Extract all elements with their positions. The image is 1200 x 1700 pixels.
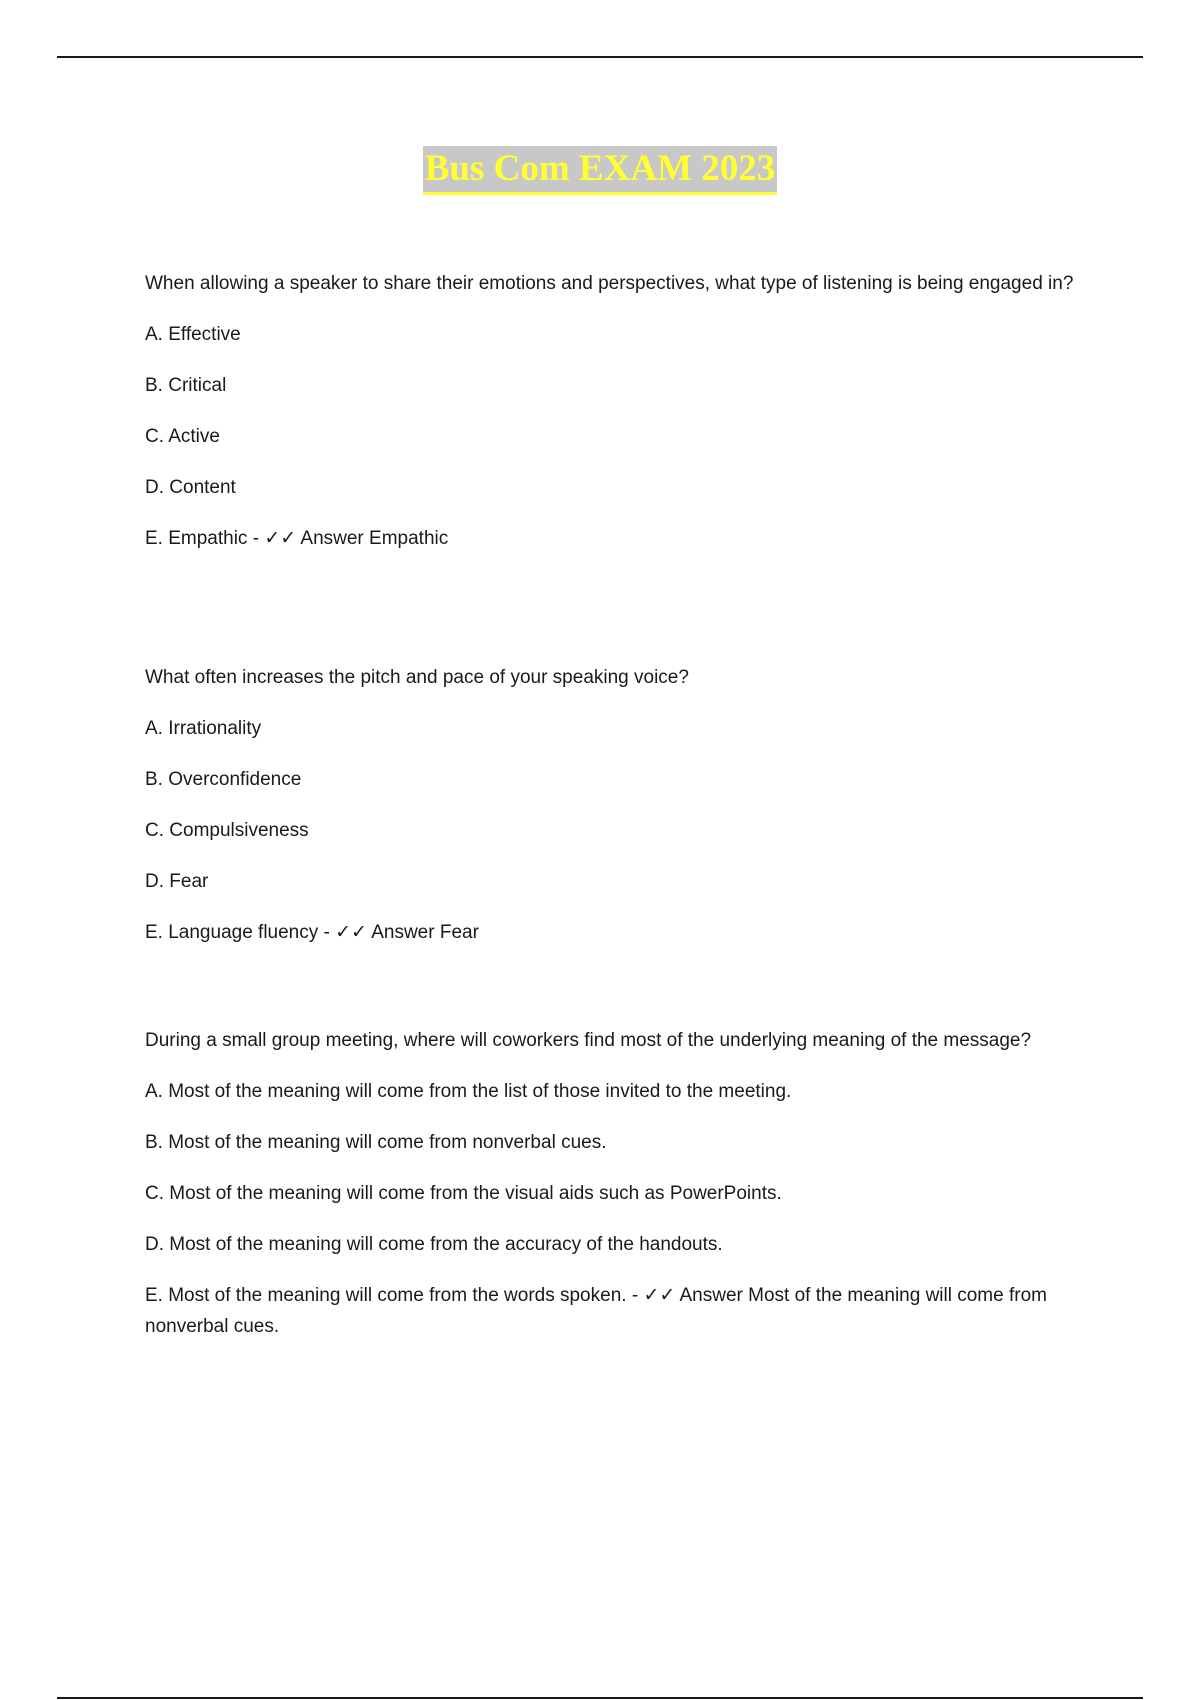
option-a: A. Irrationality: [145, 718, 262, 739]
option-c: C. Compulsiveness: [145, 820, 309, 841]
title-container: [0, 146, 1200, 195]
document-title: Bus Com EXAM 2023: [423, 146, 778, 195]
option-a: A. Effective: [145, 324, 241, 345]
check-mark-icon: ✓✓: [264, 527, 297, 549]
answer-text: Answer Fear: [366, 922, 479, 943]
question-text: What often increases the pitch and pace of your speaking voice?: [145, 667, 689, 688]
question-block: [145, 268, 1095, 574]
check-mark-icon: ✓✓: [643, 1284, 676, 1306]
option-c: C. Active: [145, 426, 220, 447]
option-d: D. Most of the meaning will come from the accuracy of the handouts.: [145, 1234, 723, 1255]
top-rule: [57, 56, 1143, 58]
option-a: A. Most of the meaning will come from the list of those invited to the meeting.: [145, 1081, 792, 1102]
bottom-rule: [57, 1697, 1143, 1699]
question-block: [145, 1025, 1095, 1362]
answer-text: Answer Empathic: [296, 528, 449, 549]
option-b: B. Critical: [145, 375, 227, 396]
option-b: B. Overconfidence: [145, 769, 302, 790]
option-b: B. Most of the meaning will come from nonverbal cues.: [145, 1132, 607, 1153]
option-d: D. Fear: [145, 871, 209, 892]
option-e-with-answer: [145, 917, 1095, 948]
answer-text: Answer Most of the meaning will come from nonverbal cues.: [145, 1285, 1047, 1337]
question-block: [145, 662, 1095, 968]
option-e-with-answer: [145, 523, 1095, 554]
option-e-with-answer: [145, 1280, 1095, 1342]
question-text: During a small group meeting, where will coworkers find most of the underlying meaning of the message?: [145, 1030, 1032, 1051]
question-text: When allowing a speaker to share their emotions and perspectives, what type of listening is being engaged in?: [145, 273, 1074, 294]
option-c: C. Most of the meaning will come from the visual aids such as PowerPoints.: [145, 1183, 782, 1204]
option-d: D. Content: [145, 477, 236, 498]
check-mark-icon: ✓✓: [335, 921, 367, 943]
option-e: E. Most of the meaning will come from the words spoken. -: [145, 1285, 644, 1306]
option-e: E. Empathic -: [145, 528, 265, 549]
option-e: E. Language fluency -: [145, 922, 336, 943]
